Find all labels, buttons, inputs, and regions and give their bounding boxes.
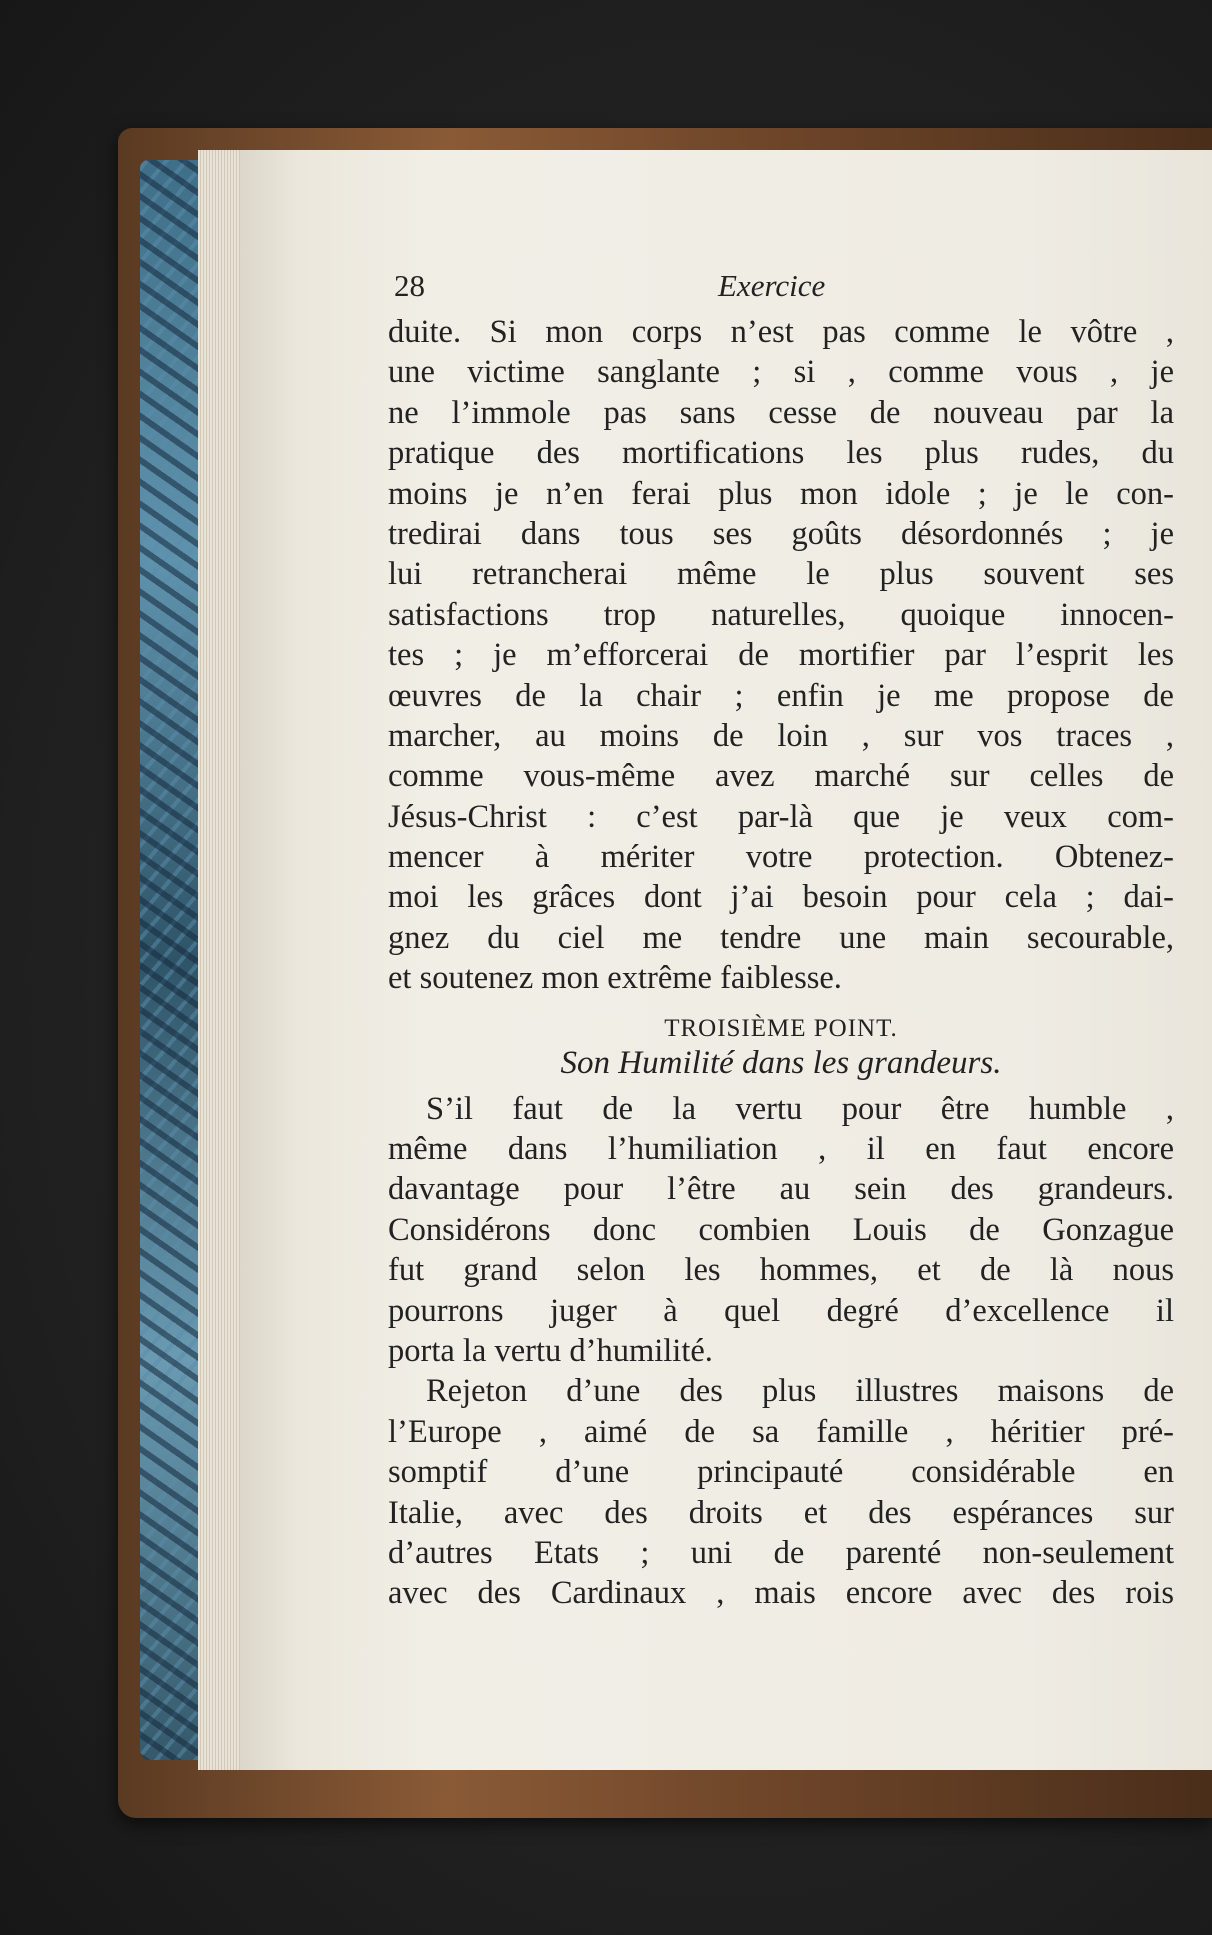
text-line: même dans l’humiliation , il en faut encore xyxy=(388,1131,1174,1168)
text-line: duite. Si mon corps n’est pas comme le vôtre , xyxy=(388,314,1174,350)
text-line: avec des Cardinaux , mais encore avec des rois xyxy=(388,1575,1174,1612)
text-line: lui retrancherai même le plus souvent ses xyxy=(388,556,1174,593)
marbled-edge xyxy=(140,160,198,1760)
text-line: gnez du ciel me tendre une main secourable, xyxy=(388,919,1174,956)
text-line: moins je n’en ferai plus mon idole ; je le con- xyxy=(388,475,1174,512)
text-line: tes ; je m’efforcerai de mortifier par l’esprit les xyxy=(388,637,1174,674)
text-line: mencer à mériter votre protection. Obtenez- xyxy=(388,839,1174,876)
text-line: Italie, avec des droits et des espérances sur xyxy=(388,1494,1174,1531)
text-line: moi les grâces dont j’ai besoin pour cela ; dai- xyxy=(388,879,1174,916)
text-line: d’autres Etats ; uni de parenté non-seulement xyxy=(388,1534,1174,1571)
page-header xyxy=(388,266,1174,306)
page-block-edges xyxy=(198,150,246,1770)
paragraph-1 xyxy=(388,312,1174,999)
text-line: fut grand selon les hommes, et de là nous xyxy=(388,1252,1174,1289)
paragraph-2 xyxy=(388,1089,1174,1372)
text-line: pourrons juger à quel degré d’excellence il xyxy=(388,1292,1174,1329)
text-line: davantage pour l’être au sein des grandeurs. xyxy=(388,1171,1174,1208)
text-line: l’Europe , aimé de sa famille , héritier pré- xyxy=(388,1413,1174,1450)
text-line: satisfactions trop naturelles, quoique innocen- xyxy=(388,596,1174,633)
text-line: Rejeton d’une des plus illustres maisons de xyxy=(426,1373,1174,1410)
text-line: S’il faut de la vertu pour être humble , xyxy=(426,1090,1174,1127)
text-line: tredirai dans tous ses goûts désordonnés ; je xyxy=(388,515,1174,552)
paragraph-3 xyxy=(388,1371,1174,1613)
text-line: marcher, au moins de loin , sur vos traces , xyxy=(388,717,1174,754)
text-line: une victime sanglante ; si , comme vous , je xyxy=(388,354,1174,391)
section-subtitle: Son Humilité dans les grandeurs. xyxy=(560,1044,1002,1081)
running-head: Exercice xyxy=(718,268,826,303)
text-line: ne l’immole pas sans cesse de nouveau par la xyxy=(388,394,1174,431)
section-title: TROISIÈME POINT. xyxy=(664,1014,898,1042)
text-line: et soutenez mon extrême faiblesse. xyxy=(388,960,842,997)
page-text xyxy=(388,266,1174,1614)
page-number: 28 xyxy=(394,268,425,303)
text-line: pratique des mortifications les plus rudes, du xyxy=(388,435,1174,472)
text-line: Jésus-Christ : c’est par-là que je veux com- xyxy=(388,798,1174,835)
text-line: comme vous-même avez marché sur celles de xyxy=(388,758,1174,795)
text-line: Considérons donc combien Louis de Gonzague xyxy=(388,1211,1174,1248)
text-line: porta la vertu d’humilité. xyxy=(388,1332,713,1369)
text-line: œuvres de la chair ; enfin je me propose de xyxy=(388,677,1174,714)
text-line: somptif d’une principauté considérable en xyxy=(388,1454,1174,1491)
